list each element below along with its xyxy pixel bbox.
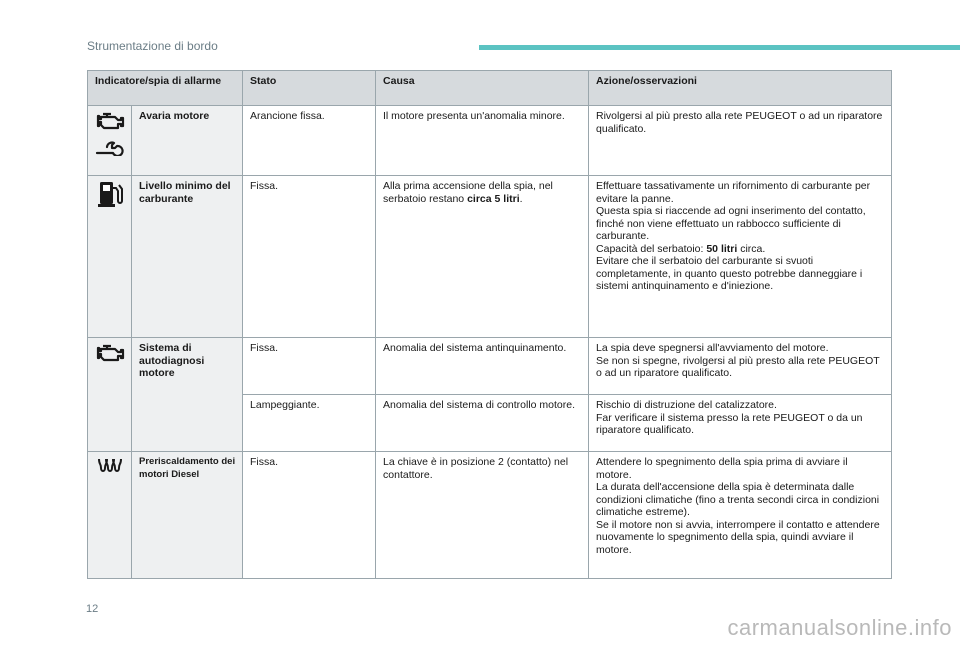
- causa-cell: [376, 176, 589, 338]
- azione-line: La spia deve spegnersi all'avviamento del motore.: [596, 342, 829, 354]
- azione-cell: [589, 176, 892, 338]
- stato-cell: Arancione fissa.: [243, 106, 376, 176]
- azione-line: Se non si spegne, rivolgersi al più presto alla rete PEUGEOT o ad un riparatore qualificato.: [596, 354, 880, 379]
- azione-line: La durata dell'accensione della spia è determinata dalle condizioni climatiche (fino a trenta secondi circa in condizioni climatiche estreme).: [596, 481, 880, 518]
- indicator-name: Preriscaldamento dei motori Diesel: [132, 452, 243, 579]
- azione-line: [596, 243, 885, 256]
- column-header-azione: Azione/osservazioni: [589, 71, 892, 106]
- icon-cell: [88, 452, 132, 579]
- capacity-label: Capacità del serbatoio:: [596, 242, 707, 255]
- azione-cell: Rivolgersi al più presto alla rete PEUGEOT o ad un riparatore qualificato.: [589, 106, 892, 176]
- azione-cell: [589, 338, 892, 395]
- icon-cell: [88, 176, 132, 338]
- azione-line: Effettuare tassativamente un rifornimento di carburante per evitare la panne.: [596, 180, 871, 205]
- stato-cell: Fissa.: [243, 452, 376, 579]
- azione-line: Attendere lo spegnimento della spia prima di avviare il motore.: [596, 456, 848, 481]
- azione-line: Far verificare il sistema presso la rete PEUGEOT o da un riparatore qualificato.: [596, 411, 863, 436]
- column-header-indicator: Indicatore/spia di allarme: [88, 71, 243, 106]
- watermark: carmanualsonline.info: [727, 615, 952, 640]
- wrench-icon: [95, 138, 127, 156]
- causa-text-end: .: [519, 192, 523, 205]
- azione-line: Questa spia si riaccende ad ogni inserimento del contatto, finché non viene effettuato un rabbocco sufficiente di carburante.: [596, 205, 866, 242]
- warning-lights-table: [87, 70, 892, 579]
- table-row: [88, 338, 892, 395]
- capacity-value: 50 litri: [706, 242, 738, 255]
- column-header-causa: Causa: [376, 71, 589, 106]
- azione-cell: [589, 395, 892, 452]
- causa-cell: Anomalia del sistema di controllo motore.: [376, 395, 589, 452]
- causa-cell: Anomalia del sistema antinquinamento.: [376, 338, 589, 395]
- table-header-row: [88, 71, 892, 106]
- engine-icon: [95, 342, 125, 364]
- causa-cell: La chiave è in posizione 2 (contatto) nel contattore.: [376, 452, 589, 579]
- icon-cell: [88, 338, 132, 452]
- stato-cell: Fissa.: [243, 338, 376, 395]
- azione-line: Se il motore non si avvia, interrompere il contatto e attendere nuovamente lo spegnimento della spia, quindi avviare il motore.: [596, 518, 880, 556]
- fuel-pump-icon: [97, 180, 123, 208]
- table-row: [88, 176, 892, 338]
- indicator-name: Avaria motore: [132, 106, 243, 176]
- glow-plug-icon: [97, 456, 123, 474]
- indicator-name: Livello minimo del carburante: [132, 176, 243, 338]
- column-header-stato: Stato: [243, 71, 376, 106]
- table-row: [88, 452, 892, 579]
- page-number: 12: [86, 603, 99, 615]
- causa-text: Alla prima accensione della spia, nel serbatoio restano: [383, 180, 553, 205]
- azione-cell: [589, 452, 892, 579]
- header-accent-bar: [479, 45, 960, 50]
- indicator-name: Sistema di autodiagnosi motore: [132, 338, 243, 452]
- icon-cell: [88, 106, 132, 176]
- azione-line: Evitare che il serbatoio del carburante si svuoti completamente, in quanto questo potrebbe danneggiare i sistemi antinquinamento e d'iniezione.: [596, 255, 863, 292]
- causa-bold-text: circa 5 litri: [467, 192, 520, 205]
- capacity-suffix: circa.: [737, 242, 766, 255]
- stato-cell: Lampeggiante.: [243, 395, 376, 452]
- page-header-title: Strumentazione di bordo: [87, 39, 218, 53]
- stato-cell: Fissa.: [243, 176, 376, 338]
- engine-icon: [95, 110, 125, 132]
- azione-line: Rischio di distruzione del catalizzatore.: [596, 399, 777, 411]
- causa-cell: Il motore presenta un'anomalia minore.: [376, 106, 589, 176]
- table-row: [88, 106, 892, 176]
